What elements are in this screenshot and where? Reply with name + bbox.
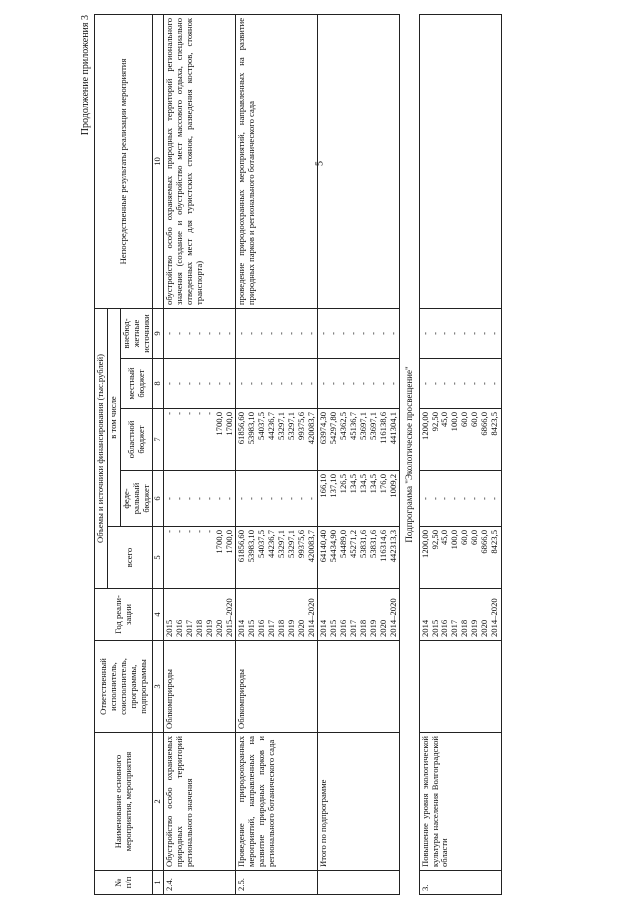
row-num: 3. <box>419 871 501 895</box>
row-local: - - - - - - - - <box>236 359 318 409</box>
header-total: всего <box>107 527 153 589</box>
header-responsible: Ответственный исполнитель, соисполнитель, программы, подпрограммы <box>95 641 153 733</box>
row-name: Итого по подпрограмме <box>318 733 400 871</box>
col-number: 6 <box>153 471 164 527</box>
page-number: 5 <box>314 161 326 166</box>
row-local: - - - - - - - - <box>419 359 501 409</box>
row-extrabudget: - - - - - - - <box>164 308 236 358</box>
header-incl: в том числе <box>107 308 120 526</box>
row-local: - - - - - - - <box>164 359 236 409</box>
row-extrabudget: - - - - - - - - <box>318 308 400 358</box>
row-name: Обустройство особо охраняемых природных территорий регионального значения <box>164 733 236 871</box>
row-responsible: Облкомприроды <box>236 641 318 733</box>
row-years: 2014 2015 2016 2017 2018 2019 2020 2014–2020 <box>236 589 318 641</box>
table-row <box>236 14 318 894</box>
row-local: - - - - - - - - <box>318 359 400 409</box>
row-result: проведение природоохранных мероприятий, направленных на развитие природных парков и регионального ботанического сада <box>236 14 318 308</box>
row-extrabudget: - - - - - - - - <box>236 308 318 358</box>
subprogram-title: Подпрограмма "Экологическое просвещение" <box>400 14 419 894</box>
row-result <box>419 14 501 308</box>
header-regional: областной бюджет <box>120 409 153 471</box>
header-funding: Объемы и источники финансирования (тыс.рублей) <box>95 308 108 588</box>
row-years: 2014 2015 2016 2017 2018 2019 2020 2014–2020 <box>419 589 501 641</box>
row-total: 64140,40 54434,90 54489,0 45271,2 53831,6 53831,6 116314,6 442313,3 <box>318 527 400 589</box>
row-years: 2014 2015 2016 2017 2018 2019 2020 2014–2020 <box>318 589 400 641</box>
rotated-sheet <box>80 15 640 895</box>
row-responsible: Облкомприроды <box>164 641 236 733</box>
row-total: 1200,00 92,50 45,0 100,0 60,0 60,0 6866,0 8423,5 <box>419 527 501 589</box>
col-number: 1 <box>153 871 164 895</box>
col-number: 7 <box>153 409 164 471</box>
header-num: № п/п <box>95 871 153 895</box>
row-federal: 166,10 137,10 126,5 134,5 134,5 134,5 176,0 1009,2 <box>318 471 400 527</box>
row-years: 2015 2016 2017 2018 2019 2020 2015–2020 <box>164 589 236 641</box>
col-number: 10 <box>153 14 164 308</box>
col-number: 2 <box>153 733 164 871</box>
row-responsible <box>419 641 501 733</box>
header-federal: феде-ральный бюджет <box>120 471 153 527</box>
header-row-1 <box>95 14 108 894</box>
row-extrabudget: - - - - - - - - <box>419 308 501 358</box>
header-local: местный бюджет <box>120 359 153 409</box>
row-num: 2.4. <box>164 871 236 895</box>
row-result <box>318 14 400 308</box>
col-number: 9 <box>153 308 164 358</box>
row-total: - - - - - 1700,0 1700,0 <box>164 527 236 589</box>
header-year: Год реали-зации <box>95 589 153 641</box>
col-number: 8 <box>153 359 164 409</box>
header-results: Непосредственные результаты реализации мероприятия <box>95 14 153 308</box>
row-federal: - - - - - - - - <box>236 471 318 527</box>
col-number: 5 <box>153 527 164 589</box>
table-row <box>164 14 236 894</box>
col-number: 3 <box>153 641 164 733</box>
row-total: 61856,60 53983,10 54037,5 44236,7 53297,1 53297,1 99375,6 420083,7 <box>236 527 318 589</box>
row-regional: - - - - - 1700,0 1700,0 <box>164 409 236 471</box>
row-federal: - - - - - - - - <box>419 471 501 527</box>
row-name: Проведение природоохранных мероприятий, направленных на развитие природных парков и регионального ботанического сада <box>236 733 318 871</box>
appendix-label: Продолжение приложения 3 <box>80 15 91 136</box>
table-row <box>419 14 501 894</box>
row-result: обустройство особо охраняемых природных территорий регионального значения (создание и обустройство мест массового отдыха, специально отведенных мест для туристских стоянок, разведения костров, стоянок транспорта) <box>164 14 236 308</box>
col-number: 4 <box>153 589 164 641</box>
row-regional: 63974,30 54297,80 54362,5 45136,7 53697,1 53697,1 116138,6 441304,1 <box>318 409 400 471</box>
funding-table <box>94 14 502 895</box>
header-name: Наименование основного мероприятия, мероприятия <box>95 733 153 871</box>
row-num <box>318 871 400 895</box>
column-numbers-row <box>153 14 164 894</box>
row-responsible <box>318 641 400 733</box>
table-row <box>318 14 400 894</box>
row-federal: - - - - - - - <box>164 471 236 527</box>
row-regional: 61856,60 53983,10 54037,5 44236,7 53297,1 53297,1 99375,6 420083,7 <box>236 409 318 471</box>
header-extrabudget: внебюд-жетные источники <box>120 308 153 358</box>
row-name: Повышение уровня экологической культуры населения Волгоградской области <box>419 733 501 871</box>
subprogram-row <box>400 14 419 894</box>
row-regional: 1200,00 92,50 45,0 100,0 60,0 60,0 6866,0 8423,5 <box>419 409 501 471</box>
row-num: 2.5. <box>236 871 318 895</box>
